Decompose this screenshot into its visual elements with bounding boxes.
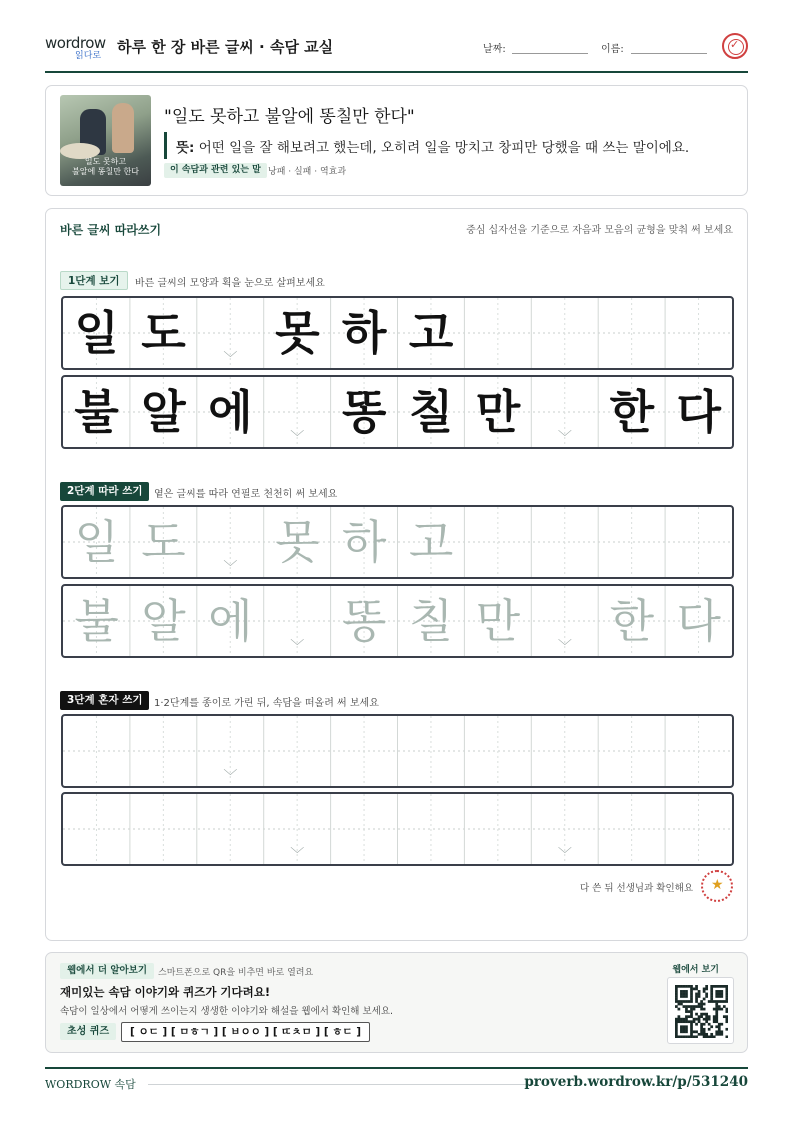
step2-desc: 옅은 글씨를 따라 연필로 천천히 써 보세요: [154, 489, 338, 500]
proverb-card: [45, 85, 748, 196]
guide-character: 에: [208, 385, 253, 439]
wordrow-logo-sub: 읽다로: [75, 51, 102, 61]
proverb-illustration: [60, 95, 151, 186]
guide-character: 칠: [408, 594, 454, 648]
star-stamp-icon: ★: [701, 870, 733, 902]
meaning-label: 뜻:: [176, 140, 195, 156]
step2-row-1[interactable]: [61, 505, 734, 579]
step3-row-2[interactable]: [61, 792, 734, 866]
date-label: 날짜:: [483, 44, 506, 55]
guide-character: 똥: [341, 385, 387, 439]
wordrow-logo: wordrow: [45, 34, 106, 52]
quiz-label: 초성 퀴즈: [60, 1023, 116, 1040]
space-marker-icon: ﹀: [223, 351, 238, 367]
checkmark-icon: ✓: [730, 38, 740, 51]
web-subtext: 속담이 일상에서 어떻게 쓰이는지 생생한 이야기와 해설을 웹에서 확인해 보세요.: [60, 1006, 394, 1017]
guide-character: 만: [475, 594, 521, 648]
page-title: 하루 한 장 바른 글씨 · 속담 교실: [117, 38, 334, 56]
meaning-text: 어떤 일을 잘 해보려고 했는데, 오히려 일을 망치고 창피만 당했을 때 쓰는 말이에요.: [198, 140, 690, 156]
related-words: 낭패 · 실패 · 역효과: [268, 167, 347, 177]
date-field[interactable]: [512, 53, 588, 54]
name-label: 이름:: [601, 44, 624, 55]
step2-row-2[interactable]: [61, 584, 734, 658]
qr-code-icon[interactable]: [667, 977, 734, 1044]
guide-character: 한: [609, 385, 654, 439]
space-marker-icon: ﹀: [290, 847, 305, 863]
step3-desc: 1·2단계를 종이로 가린 뒤, 속담을 떠올려 써 보세요: [154, 698, 379, 709]
guide-character: 불: [74, 594, 119, 648]
illustration-caption: 일도 못하고 불알에 똥칠만 한다: [72, 157, 139, 176]
guide-character: 다: [676, 385, 721, 439]
web-hint: 스마트폰으로 QR을 비추면 바로 열려요: [158, 968, 314, 978]
guide-character: 하: [341, 306, 387, 360]
guide-character: 하: [341, 515, 387, 569]
guide-character: 도: [141, 306, 186, 360]
check-stamp-icon: [722, 33, 748, 59]
footer-divider: [45, 1067, 748, 1069]
space-marker-icon: ﹀: [223, 560, 238, 576]
step3-row-1[interactable]: [61, 714, 734, 788]
name-field[interactable]: [631, 53, 707, 54]
practice-title: 바른 글씨 따라쓰기: [60, 223, 162, 237]
page-header: [45, 28, 748, 73]
guide-character: 다: [676, 594, 721, 648]
space-marker-icon: ﹀: [290, 430, 305, 446]
step2-label: 2단계 따라 쓰기: [60, 482, 149, 501]
guide-character: 고: [408, 306, 454, 360]
guide-character: 고: [408, 515, 454, 569]
guide-character: 알: [141, 594, 186, 648]
footer-rule: [148, 1084, 538, 1085]
space-marker-icon: ﹀: [557, 639, 572, 655]
footer-url[interactable]: proverb.wordrow.kr/p/531240: [524, 1074, 748, 1090]
guide-character: 도: [141, 515, 186, 569]
practice-note: 중심 십자선을 기준으로 자음과 모음의 균형을 맞춰 써 보세요: [466, 225, 733, 236]
guide-character: 못: [275, 515, 320, 569]
guide-character: 만: [475, 385, 521, 439]
guide-character: 일: [74, 306, 119, 360]
quiz-text: [ ㅇㄷ ] [ ㅁㅎㄱ ] [ ㅂㅇㅇ ] [ ㄸㅊㅁ ] [ ㅎㄷ ]: [121, 1022, 370, 1042]
guide-character: 못: [275, 306, 320, 360]
step3-label: 3단계 혼자 쓰기: [60, 691, 149, 710]
proverb-meaning: [164, 132, 689, 159]
step1-desc: 바른 글씨의 모양과 획을 눈으로 살펴보세요: [135, 278, 325, 289]
finish-note: 다 쓴 뒤 선생님과 확인해요: [579, 883, 693, 894]
guide-character: 일: [74, 515, 119, 569]
web-tag: 웹에서 더 알아보기: [60, 963, 154, 979]
footer-brand: WORDROW 속담: [45, 1078, 136, 1091]
guide-character: 똥: [341, 594, 387, 648]
step1-label: 1단계 보기: [60, 271, 128, 290]
guide-character: 에: [208, 594, 253, 648]
step1-row-2: [61, 375, 734, 449]
handwriting-practice: [45, 208, 748, 941]
space-marker-icon: ﹀: [290, 639, 305, 655]
qr-label: 웹에서 보기: [672, 965, 719, 975]
guide-character: 불: [74, 385, 119, 439]
guide-character: 한: [609, 594, 654, 648]
space-marker-icon: ﹀: [557, 430, 572, 446]
space-marker-icon: ﹀: [557, 847, 572, 863]
guide-character: 칠: [408, 385, 454, 439]
step1-row-1: [61, 296, 734, 370]
related-label: 이 속담과 관련 있는 말: [164, 163, 267, 178]
space-marker-icon: ﹀: [223, 769, 238, 785]
proverb-title: "일도 못하고 불알에 똥칠만 한다": [164, 107, 415, 127]
guide-character: 알: [141, 385, 186, 439]
web-promo: [45, 952, 748, 1053]
web-heading: 재미있는 속담 이야기와 퀴즈가 기다려요!: [60, 985, 271, 999]
